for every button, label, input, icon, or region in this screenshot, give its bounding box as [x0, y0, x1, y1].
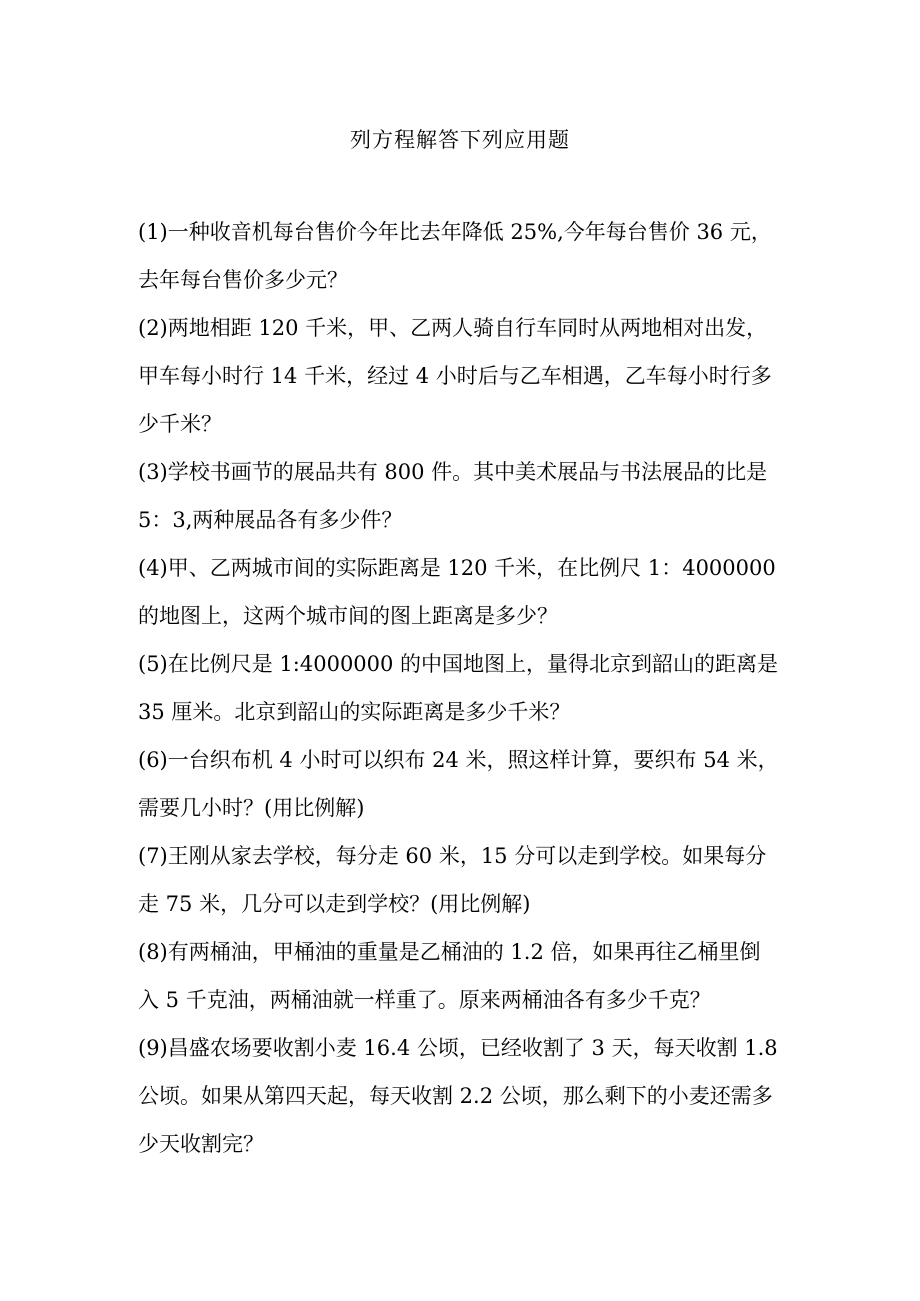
- question-list: [138, 208, 798, 1168]
- question-6: [138, 736, 798, 832]
- question-line: 少天收割完？: [138, 1132, 264, 1156]
- question-line: (7)王刚从家去学校，每分走 60 米，15 分可以走到学校。如果每分: [138, 844, 767, 868]
- question-3: [138, 448, 798, 544]
- question-line: 走 75 米，几分可以走到学校？(用比例解): [138, 892, 531, 916]
- question-line: 的地图上，这两个城市间的图上距离是多少？: [138, 604, 558, 628]
- question-5: [138, 640, 798, 736]
- question-7: [138, 832, 798, 928]
- question-8: [138, 928, 798, 1024]
- question-line: 少千米？: [138, 412, 222, 436]
- document-title: 列方程解答下列应用题: [350, 128, 570, 152]
- question-line: (5)在比例尺是 1:4000000 的中国地图上，量得北京到韶山的距离是: [138, 652, 779, 676]
- question-line: (3)学校书画节的展品共有 800 件。其中美术展品与书法展品的比是: [138, 460, 768, 484]
- question-line: (2)两地相距 120 千米，甲、乙两人骑自行车同时从两地相对出发，: [138, 316, 768, 340]
- question-line: (6)一台织布机 4 小时可以织布 24 米，照这样计算，要织布 54 米，: [138, 748, 779, 772]
- question-line: (1)一种收音机每台售价今年比去年降低 25%,今年每台售价 36 元，: [138, 220, 772, 244]
- question-line: 35 厘米。北京到韶山的实际距离是多少千米？: [138, 700, 571, 724]
- question-line: 去年每台售价多少元？: [138, 268, 348, 292]
- question-line: 需要几小时？(用比例解): [138, 796, 365, 820]
- question-line: 甲车每小时行 14 千米，经过 4 小时后与乙车相遇，乙车每小时行多: [138, 364, 772, 388]
- question-1: [138, 208, 798, 304]
- question-line: 公顷。如果从第四天起，每天收割 2.2 公顷，那么剩下的小麦还需多: [138, 1084, 773, 1108]
- question-9: [138, 1024, 798, 1168]
- question-line: (9)昌盛农场要收割小麦 16.4 公顷，已经收割了 3 天，每天收割 1.8: [138, 1036, 778, 1060]
- question-line: 5：3,两种展品各有多少件？: [138, 508, 403, 532]
- question-line: 入 5 千克油，两桶油就一样重了。原来两桶油各有多少千克？: [138, 988, 711, 1012]
- question-line: (8)有两桶油，甲桶油的重量是乙桶油的 1.2 倍，如果再往乙桶里倒: [138, 940, 761, 964]
- question-2: [138, 304, 798, 448]
- question-4: [138, 544, 798, 640]
- question-line: (4)甲、乙两城市间的实际距离是 120 千米，在比例尺 1：4000000: [138, 556, 776, 580]
